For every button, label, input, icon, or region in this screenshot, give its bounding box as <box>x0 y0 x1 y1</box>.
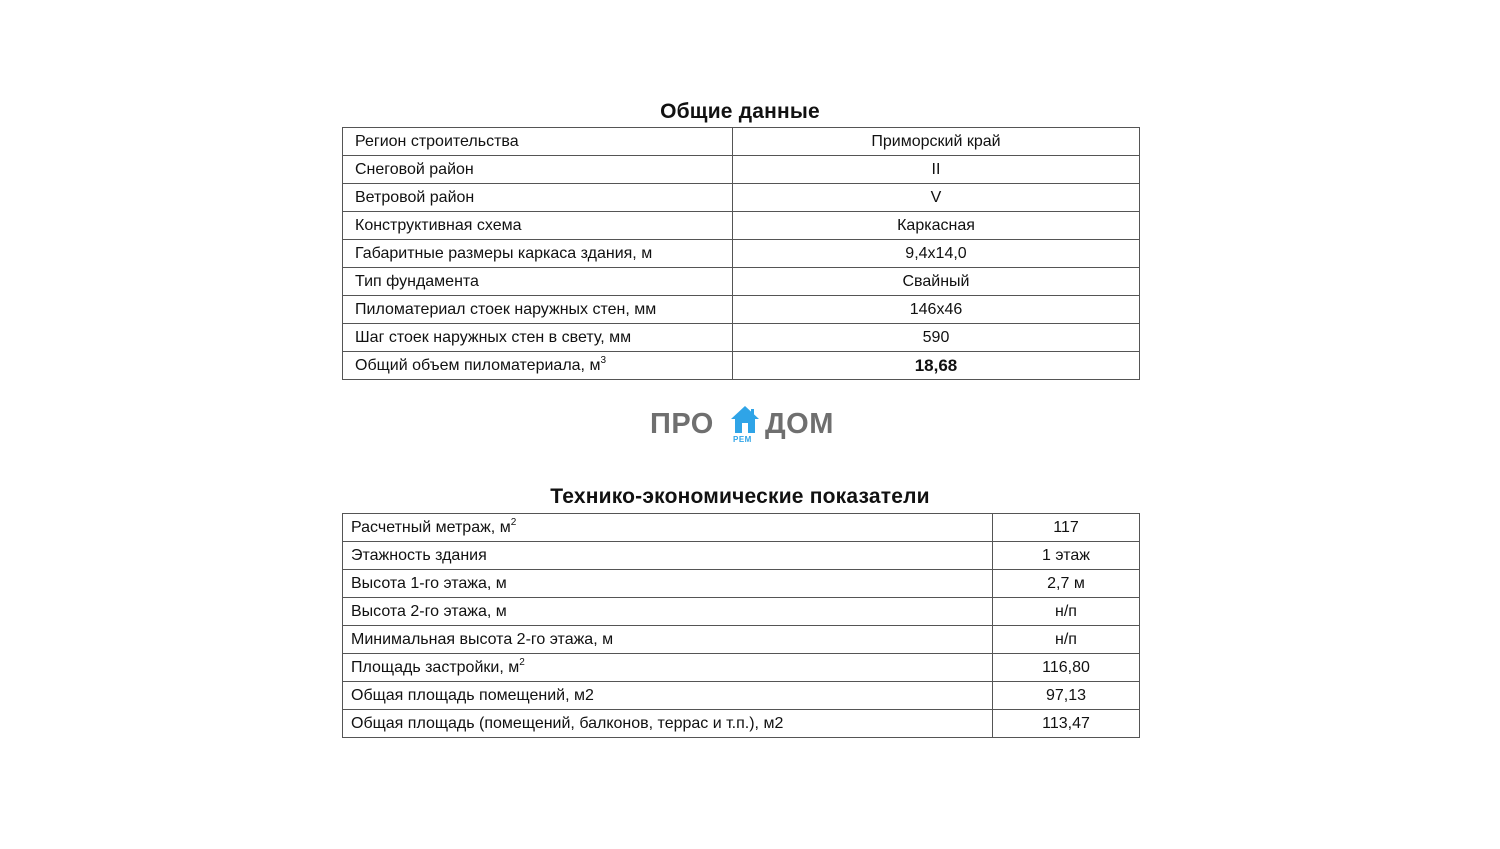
table-row <box>343 128 1140 156</box>
general-data-table <box>342 127 1140 380</box>
unit-superscript: 2 <box>510 516 517 528</box>
row-label: Габаритные размеры каркаса здания, м <box>343 240 733 268</box>
tech-indicators-table <box>342 513 1140 738</box>
table-row <box>343 240 1140 268</box>
logo-sub-text: РЕМ <box>733 435 752 444</box>
row-value: 1 этаж <box>993 542 1140 570</box>
row-label-text: Общий объем пиломатериала, м <box>355 357 601 374</box>
row-label: Тип фундамента <box>343 268 733 296</box>
row-value: 117 <box>993 514 1140 542</box>
table-row <box>343 212 1140 240</box>
tech-indicators-title: Технико-экономические показатели <box>550 485 930 508</box>
logo-word-dom: ДОМ <box>765 408 834 440</box>
table-row <box>343 570 1140 598</box>
total-volume-value: 18,68 <box>733 352 1140 380</box>
row-label: Минимальная высота 2-го этажа, м <box>343 626 993 654</box>
table-row <box>343 268 1140 296</box>
row-value: н/п <box>993 626 1140 654</box>
general-data-title: Общие данные <box>660 100 820 123</box>
table-row <box>343 156 1140 184</box>
table-row <box>343 324 1140 352</box>
table-row <box>343 514 1140 542</box>
row-value: 2,7 м <box>993 570 1140 598</box>
house-icon <box>729 404 761 436</box>
prodom-logo <box>650 402 850 446</box>
table-row <box>343 710 1140 738</box>
row-value: Приморский край <box>733 128 1140 156</box>
table-row <box>343 542 1140 570</box>
table-row <box>343 682 1140 710</box>
row-label: Этажность здания <box>343 542 993 570</box>
row-label: Конструктивная схема <box>343 212 733 240</box>
row-value: 97,13 <box>993 682 1140 710</box>
row-label: Ветровой район <box>343 184 733 212</box>
row-label <box>343 352 733 380</box>
row-label: Пиломатериал стоек наружных стен, мм <box>343 296 733 324</box>
row-label: Снеговой район <box>343 156 733 184</box>
unit-superscript: 2 <box>519 656 525 668</box>
row-value: н/п <box>993 598 1140 626</box>
row-label: Высота 2-го этажа, м <box>343 598 993 626</box>
table-row <box>343 352 1140 380</box>
row-label: Общая площадь (помещений, балконов, террас и т.п.), м2 <box>343 710 993 738</box>
row-label: Высота 1-го этажа, м <box>343 570 993 598</box>
row-label-text: Площадь застройки, м <box>351 659 520 676</box>
row-value: II <box>733 156 1140 184</box>
row-label-text: Расчетный метраж, м <box>351 519 511 536</box>
row-value: 113,47 <box>993 710 1140 738</box>
row-value: Свайный <box>733 268 1140 296</box>
row-value: 146x46 <box>733 296 1140 324</box>
row-label: Регион строительства <box>343 128 733 156</box>
row-value: Каркасная <box>733 212 1140 240</box>
table-row <box>343 296 1140 324</box>
row-value: 116,80 <box>993 654 1140 682</box>
table-row <box>343 598 1140 626</box>
row-value: V <box>733 184 1140 212</box>
row-label <box>343 654 993 682</box>
table-row <box>343 184 1140 212</box>
logo-word-pro: ПРО <box>650 408 714 440</box>
unit-superscript: 3 <box>600 354 606 366</box>
row-label: Общая площадь помещений, м2 <box>343 682 993 710</box>
row-label <box>343 514 993 542</box>
table-row <box>343 654 1140 682</box>
row-label: Шаг стоек наружных стен в свету, мм <box>343 324 733 352</box>
row-value: 9,4x14,0 <box>733 240 1140 268</box>
row-value: 590 <box>733 324 1140 352</box>
table-row <box>343 626 1140 654</box>
